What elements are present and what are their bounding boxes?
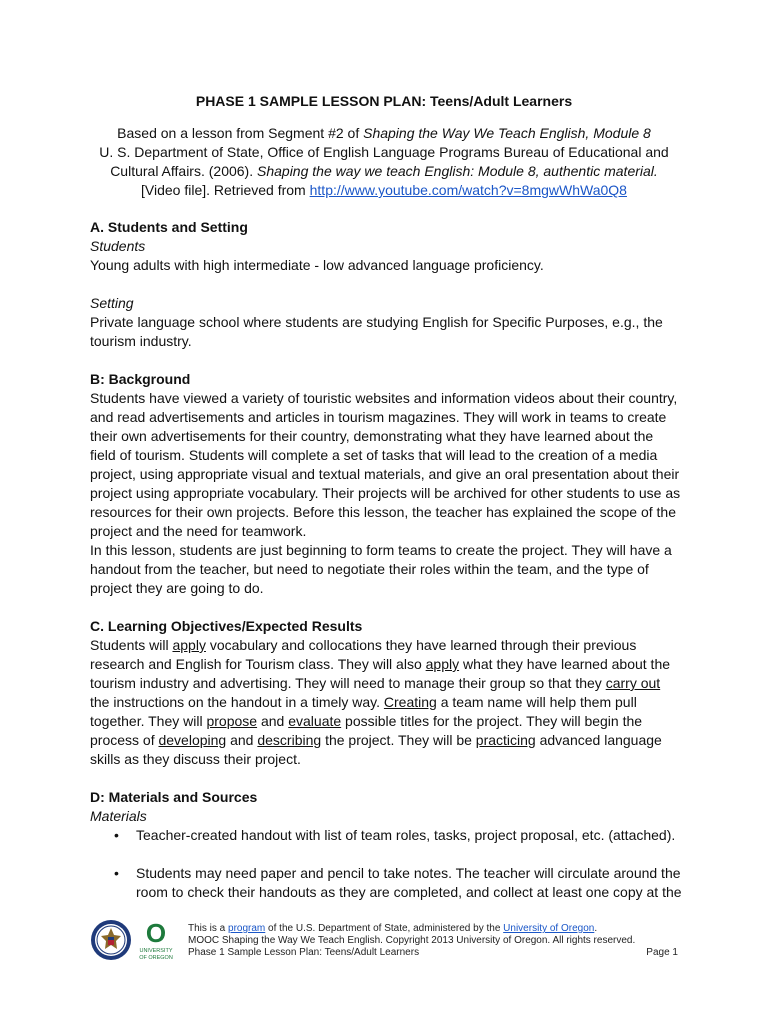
section-heading-b: B: Background — [90, 371, 191, 387]
subheading-materials: Materials — [90, 808, 147, 824]
university-of-oregon-link[interactable]: University of Oregon — [503, 923, 595, 934]
lesson-body — [90, 218, 682, 902]
citation — [90, 124, 678, 200]
materials-list — [90, 826, 682, 902]
uo-logo-text: UNIVERSITY — [139, 948, 173, 954]
footer-document-title: Phase 1 Sample Lesson Plan: Teens/Adult Learners — [188, 947, 420, 958]
university-of-oregon-logo-icon — [138, 918, 174, 966]
subheading-setting: Setting — [90, 295, 134, 311]
background-paragraph-2: In this lesson, students are just beginning to form teams to create the project. They will have a handout from the teacher, but need to negotiate their roles within the team, and the type of project they are going to do. — [90, 542, 672, 596]
page-footer — [90, 915, 680, 965]
section-heading-c: C. Learning Objectives/Expected Results — [90, 618, 363, 634]
uo-logo-text: OF OREGON — [139, 955, 173, 961]
subheading-students: Students — [90, 238, 146, 254]
students-text: Young adults with high intermediate - low advanced language proficiency. — [90, 257, 544, 273]
page-title: PHASE 1 SAMPLE LESSON PLAN: Teens/Adult Learners — [195, 93, 573, 109]
page-number: Page 1 — [646, 947, 678, 958]
setting-text: Private language school where students are studying English for Specific Purposes, e.g., the tourism industry. — [90, 314, 663, 349]
footer-text: This is a program of the U.S. Department of State, administered by the University of Oregon. MOOC Shaping the Way We Teach English. Copyright 2013 University of Oregon. All rights reserved. Phase 1 Sample Lesson Plan: Teens/Adult Learners Page 1 — [188, 923, 678, 958]
youtube-link[interactable]: http://www.youtube.com/watch?v=8mgwWhWa0Q8 — [309, 182, 627, 198]
citation-video-title: Shaping the way we teach English: Module 8, authentic material. — [257, 163, 658, 179]
citation-text: U. S. Department of State, Office of English Language Programs Bureau of Educational and Cultural Affairs. (2006). — [99, 144, 669, 179]
state-department-seal-icon — [90, 919, 132, 961]
list-item: • Teacher-created handout with list of team roles, tasks, project proposal, etc. (attached). — [114, 827, 676, 843]
uo-logo-letter: O — [145, 918, 167, 948]
section-heading-a: A. Students and Setting — [90, 219, 248, 235]
objectives-paragraph: Students will apply vocabulary and collocations they have learned through their previous research and English for Tourism class. They will also apply what they have learned about the tourism industry and advertising. They will need to manage their group so that they carry out the instructions on the handout in a timely way. Creating a team name will help them pull together. They will propose and evaluate possible titles for the project. They will begin the process of developing and describing the project. They will be practicing advanced language skills as they discuss their project. — [90, 637, 671, 767]
section-heading-d: D: Materials and Sources — [90, 789, 258, 805]
copyright-text: MOOC Shaping the Way We Teach English. Copyright 2013 University of Oregon. All rights reserved. — [188, 935, 636, 946]
citation-text: Based on a lesson from Segment #2 of — [117, 125, 364, 141]
citation-source-title: Shaping the Way We Teach English, Module 8 — [363, 125, 651, 141]
citation-text: [Video file]. Retrieved from — [141, 182, 310, 198]
program-link[interactable]: program — [228, 923, 266, 934]
background-paragraph-1: Students have viewed a variety of touristic websites and information videos about their country, and read advertisements and articles in tourism magazines. They will work in teams to create their own advertisements for their country, demonstrating what they have learned about the field of tourism. Students will complete a set of tasks that will lead to the creation of a media project, using appropriate visual and textual materials, and give an oral presentation about their project using appropriate vocabulary. Their projects will be archived for other students to use as resources for their own projects. Before this lesson, the teacher has explained the scope of the project and the need for teamwork. — [90, 390, 681, 539]
list-item: • Students may need paper and pencil to take notes. The teacher will circulate around the room to check their handouts as they are completed, and collect at least one copy at the — [114, 865, 682, 900]
